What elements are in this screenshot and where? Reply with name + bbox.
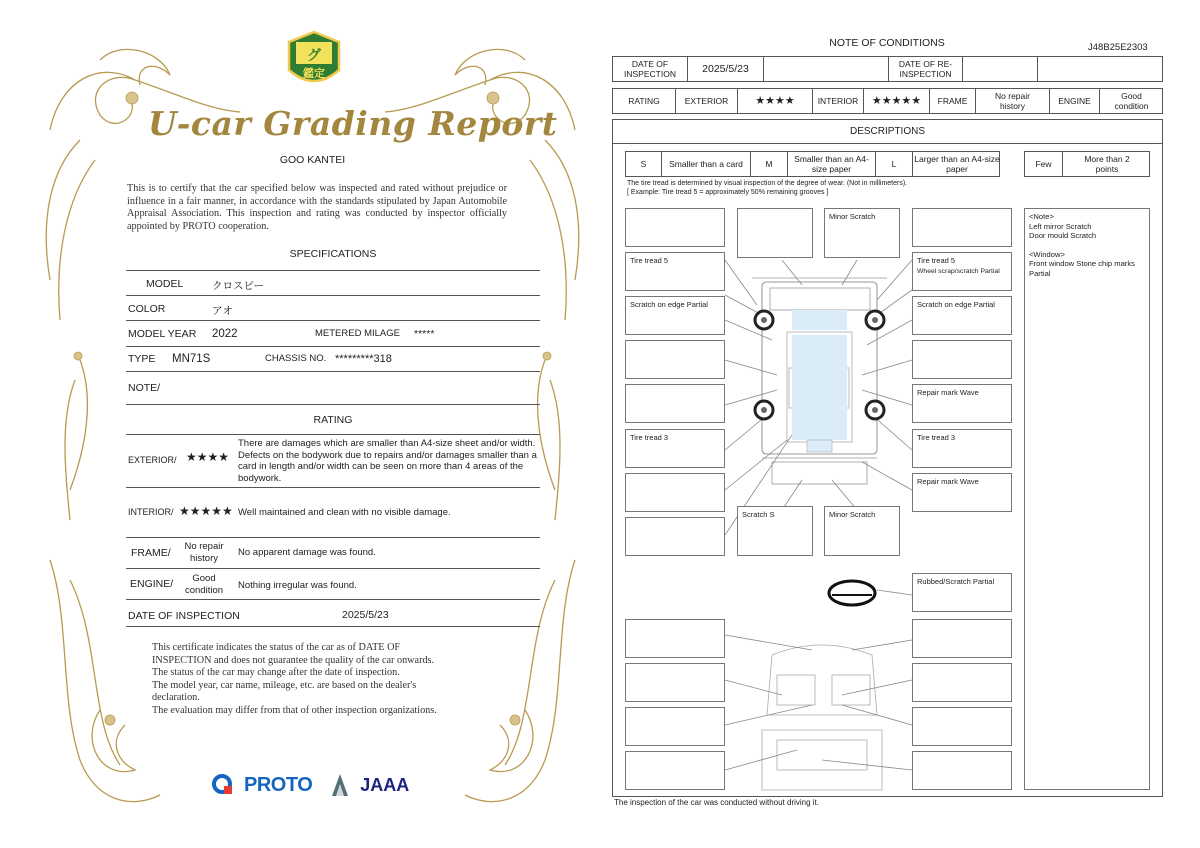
tire-note-2: [ Example: Tire tread 5 = approximately 50% remaining grooves ]: [627, 189, 829, 196]
engine-label: ENGINE/: [130, 578, 174, 590]
frame-label: FRAME/: [131, 547, 171, 559]
window-line: Front window Stone chip marks: [1029, 259, 1135, 268]
desc-box-tire-tread-left-front: Tire tread 5: [625, 252, 725, 291]
legend-few-text: More than 2 points: [1084, 154, 1130, 174]
color-label: COLOR: [128, 303, 166, 315]
exterior-stars: ★★★★: [755, 95, 795, 107]
engine-label: ENGINE: [1058, 96, 1091, 106]
desc-box: [625, 663, 725, 702]
desc-box: [625, 619, 725, 658]
specifications-heading: SPECIFICATIONS: [289, 248, 377, 260]
jaaa-logo-text: JAAA: [360, 774, 410, 795]
exterior-label: EXTERIOR/: [128, 455, 177, 465]
sheet-footer: The inspection of the car was conducted without driving it.: [614, 798, 819, 807]
certificate-footer: This certificate indicates the status of the car as of DATE OF INSPECTION and does not guarantee the quality of the car onwards. The status of the car may change after the date of inspection. The model year, car name, mileage, etc. are based on the dealer's declaration. The evaluation may differ from that of other inspection organizations.: [152, 642, 437, 716]
model-label: MODEL: [146, 278, 184, 290]
desc-box: [625, 473, 725, 512]
jaaa-logo-icon: [330, 772, 350, 798]
exterior-description: There are damages which are smaller than A4-size sheet and/or width. Defects on the bodywork due to repairs and/or damages smaller than a card in length and/or width can be seen on more than 4 areas of the bodywork.: [238, 438, 537, 484]
metered-mileage-value: *****: [414, 328, 435, 340]
legend-m-text: Smaller than an A4-size paper: [794, 154, 869, 174]
goo-kantei-badge-icon: [285, 30, 343, 92]
legend-s-text: Smaller than a card: [669, 159, 743, 169]
chassis-label: CHASSIS NO.: [265, 353, 327, 364]
svg-text:鑑定: 鑑定: [303, 67, 325, 80]
desc-box-minor-scratch-front: Minor Scratch: [824, 208, 900, 258]
desc-box: [912, 340, 1012, 379]
certificate-intro: This is to certify that the car specified below was inspected and rated without prejudice or influence in a fair manner, in accordance with the standards stipulated by Japan Automobile Appraisal Association. This inspection and rating was conducted by inspector officially appointed by PROTO cooperation.: [127, 183, 507, 232]
interior-label: INTERIOR/: [128, 507, 174, 517]
frame-label: FRAME: [937, 96, 968, 106]
model-value: クロスビー: [212, 280, 265, 292]
reinspection-label: DATE OF RE-INSPECTION: [888, 56, 962, 82]
desc-box-tire-tread-left-rear: Tire tread 3: [625, 429, 725, 468]
logos: [212, 772, 409, 798]
frame-value: No repair history: [184, 541, 224, 564]
note-label: NOTE/: [128, 382, 161, 394]
grading-certificate: [40, 20, 585, 828]
report-subtitle: GOO KANTEI: [279, 154, 346, 166]
note-heading: <Note>: [1029, 212, 1054, 221]
desc-box: [912, 208, 1012, 247]
steering-wheel-icon: [829, 581, 875, 605]
rating-label: RATING: [628, 96, 660, 106]
desc-box: [625, 707, 725, 746]
frame-value: No repair history: [995, 91, 1030, 111]
desc-box-repair-mark-1: Repair mark Wave: [912, 384, 1012, 423]
proto-logo-text: PROTO: [244, 773, 313, 796]
interior-description: Well maintained and clean with no visible damage.: [238, 507, 451, 518]
type-label: TYPE: [128, 353, 156, 365]
interior-stars: ★★★★★: [871, 95, 922, 107]
desc-box: [625, 517, 725, 556]
rating-heading: RATING: [313, 414, 353, 426]
type-value: MN71S: [172, 353, 211, 365]
size-legend: [625, 151, 1000, 177]
report-title: U-car Grading Report: [148, 104, 558, 143]
desc-box: [912, 751, 1012, 790]
desc-box-repair-mark-2: Repair mark Wave: [912, 473, 1012, 512]
chassis-value: *********318: [335, 353, 392, 365]
engine-value: Good condition: [184, 573, 224, 596]
desc-box: [912, 707, 1012, 746]
rating-row: [612, 88, 1163, 114]
notes-panel: [1024, 208, 1150, 790]
date-of-inspection-label: DATE OF INSPECTION: [624, 59, 676, 79]
legend-few: Few: [1035, 159, 1052, 169]
desc-box: [912, 663, 1012, 702]
desc-box-tire-tread-right-front: Tire tread 5 Wheel scrap/scratch Partial: [912, 252, 1012, 291]
window-line: Partial: [1029, 268, 1051, 278]
desc-box-rubbed-scratch: Rubbed/Scratch Partial: [912, 573, 1012, 612]
tire-note-1: The tire tread is determined by visual inspection of the degree of wear. (Not in millimeters).: [627, 180, 908, 187]
few-legend: [1024, 151, 1150, 177]
legend-l: L: [891, 159, 897, 169]
legend-m: M: [765, 159, 773, 169]
desc-box-tire-tread-right-rear: Tire tread 3: [912, 429, 1012, 468]
exterior-label: EXTERIOR: [684, 96, 729, 106]
date-label: DATE OF INSPECTION: [128, 610, 240, 622]
sheet-title: NOTE OF CONDITIONS: [829, 37, 945, 49]
date-of-inspection-value: 2025/5/23: [702, 63, 749, 75]
engine-description: Nothing irregular was found.: [238, 580, 357, 591]
proto-logo-icon: [212, 774, 234, 796]
desc-box: [625, 208, 725, 247]
desc-box: [625, 751, 725, 790]
desc-box-scratch-edge-left: Scratch on edge Partial: [625, 296, 725, 335]
model-year-value: 2022: [212, 328, 238, 340]
descriptions-heading: DESCRIPTIONS: [612, 119, 1163, 144]
window-heading: <Window>: [1029, 249, 1065, 259]
sheet-code: J48B25E2303: [1088, 42, 1148, 53]
desc-box: [625, 340, 725, 379]
color-value: アオ: [212, 305, 233, 317]
divider: [1037, 56, 1038, 82]
exterior-stars: ★★★★: [186, 450, 230, 464]
metered-mileage-label: METERED MILAGE: [315, 328, 400, 339]
interior-label: INTERIOR: [817, 96, 859, 106]
desc-box-scratch-s: Scratch S: [737, 506, 813, 556]
svg-text:グ: グ: [307, 48, 321, 64]
legend-s: S: [640, 159, 647, 169]
desc-box-scratch-edge-right: Scratch on edge Partial: [912, 296, 1012, 335]
legend-l-text: Larger than an A4-size paper: [914, 154, 1000, 174]
engine-value: Good condition: [1114, 91, 1149, 111]
desc-box: [625, 384, 725, 423]
model-year-label: MODEL YEAR: [128, 328, 197, 340]
note-line: Left mirror Scratch: [1029, 221, 1092, 231]
note-line: Door mould Scratch: [1029, 231, 1097, 240]
desc-box-minor-scratch-rear: Minor Scratch: [824, 506, 900, 556]
desc-box: [737, 208, 813, 258]
frame-description: No apparent damage was found.: [238, 547, 376, 558]
interior-stars: ★★★★★: [179, 504, 233, 518]
desc-box: [912, 619, 1012, 658]
date-value: 2025/5/23: [342, 609, 389, 621]
reinspection-value-cell: [962, 56, 1037, 82]
